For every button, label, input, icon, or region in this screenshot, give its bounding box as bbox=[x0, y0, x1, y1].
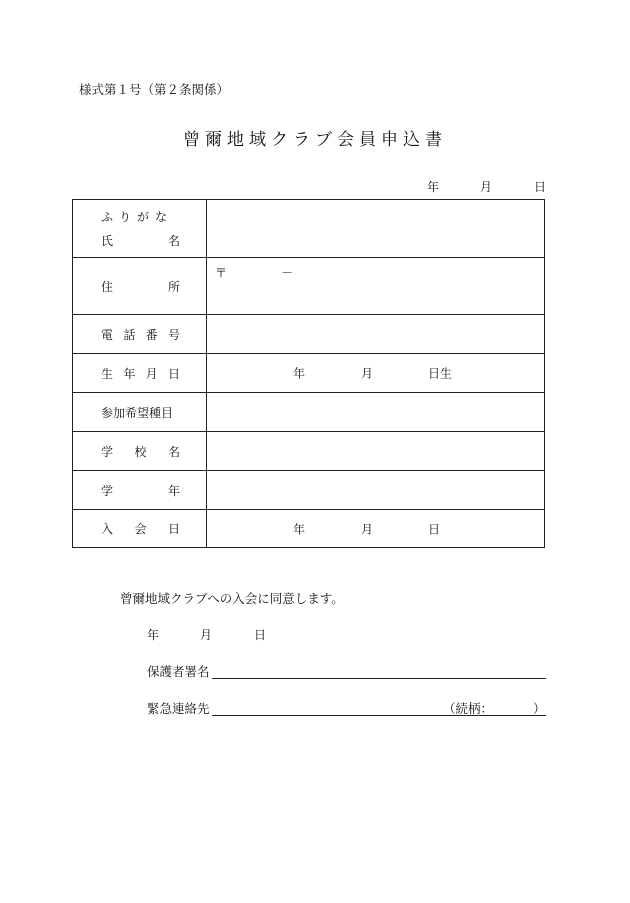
event-label: 参加希望種目 bbox=[101, 405, 174, 420]
date-year: 年 bbox=[427, 180, 440, 194]
birth-day: 日生 bbox=[428, 366, 453, 381]
birthdate-label-cell bbox=[73, 354, 207, 393]
join-day: 日 bbox=[428, 522, 441, 536]
event-label-cell bbox=[73, 393, 207, 432]
row-address bbox=[73, 258, 545, 315]
date-day: 日 bbox=[534, 180, 547, 194]
guardian-signature-row bbox=[147, 662, 547, 680]
grade-label-cell bbox=[73, 471, 207, 510]
birth-month: 月 bbox=[361, 366, 374, 381]
date-month: 月 bbox=[480, 180, 493, 194]
school-label-cell bbox=[73, 432, 207, 471]
birthdate-label-3: 月 bbox=[145, 366, 158, 381]
birthdate-label-1: 生 bbox=[101, 366, 114, 381]
row-event bbox=[73, 393, 545, 432]
phone-label-3: 番 bbox=[145, 327, 158, 342]
address-label-1: 住 bbox=[101, 279, 114, 294]
relation-label: （続柄： bbox=[443, 701, 494, 716]
relation-close: ） bbox=[533, 701, 546, 716]
join-month: 月 bbox=[361, 522, 374, 536]
row-name bbox=[73, 200, 545, 258]
grade-label-2: 年 bbox=[167, 483, 180, 498]
grade-field[interactable] bbox=[207, 471, 545, 510]
join-date-field[interactable] bbox=[207, 510, 545, 548]
consent-statement: 曾爾地域クラブへの入会に同意します。 bbox=[120, 591, 344, 606]
emergency-contact-row bbox=[147, 699, 547, 717]
join-label-cell bbox=[73, 510, 207, 548]
row-birthdate bbox=[73, 354, 545, 393]
phone-label-2: 話 bbox=[123, 327, 136, 342]
application-table bbox=[72, 199, 545, 548]
consent-year: 年 bbox=[147, 628, 160, 642]
phone-label-1: 電 bbox=[101, 327, 114, 342]
consent-month: 月 bbox=[200, 628, 213, 642]
address-field[interactable] bbox=[207, 258, 545, 315]
join-label-1: 入 bbox=[101, 522, 114, 536]
consent-day: 日 bbox=[254, 628, 267, 642]
phone-label-4: 号 bbox=[167, 327, 180, 342]
row-phone bbox=[73, 315, 545, 354]
school-label-3: 名 bbox=[167, 444, 180, 459]
emergency-contact-label: 緊急連絡先 bbox=[147, 701, 210, 716]
join-year: 年 bbox=[293, 522, 306, 536]
grade-label-1: 学 bbox=[101, 483, 114, 498]
event-field[interactable] bbox=[207, 393, 545, 432]
phone-field[interactable] bbox=[207, 315, 545, 354]
school-label-2: 校 bbox=[134, 444, 147, 459]
name-label-2: 名 bbox=[167, 234, 180, 249]
birthdate-label-4: 日 bbox=[167, 366, 180, 381]
name-field[interactable] bbox=[207, 200, 545, 258]
postal-mark: 〒 bbox=[215, 266, 228, 280]
postal-dash: － bbox=[281, 266, 294, 280]
form-title: 曾爾地域クラブ会員申込書 bbox=[183, 130, 447, 150]
join-label-2: 会 bbox=[134, 522, 147, 536]
birthdate-field[interactable] bbox=[207, 354, 545, 393]
name-label-cell bbox=[73, 200, 207, 258]
guardian-signature-label: 保護者署名 bbox=[147, 664, 210, 679]
row-grade bbox=[73, 471, 545, 510]
join-label-3: 日 bbox=[167, 522, 180, 536]
phone-label-cell bbox=[73, 315, 207, 354]
row-join-date bbox=[73, 510, 545, 548]
address-label-2: 所 bbox=[167, 279, 180, 294]
form-number: 様式第１号（第２条関係） bbox=[79, 82, 230, 97]
address-label-cell bbox=[73, 258, 207, 315]
school-label-1: 学 bbox=[101, 444, 114, 459]
birthdate-label-2: 年 bbox=[123, 366, 136, 381]
row-school bbox=[73, 432, 545, 471]
birth-year: 年 bbox=[293, 366, 306, 381]
name-label-1: 氏 bbox=[101, 234, 114, 249]
guardian-signature-line[interactable] bbox=[212, 678, 546, 679]
school-field[interactable] bbox=[207, 432, 545, 471]
emergency-contact-line[interactable] bbox=[212, 715, 546, 716]
furigana-label: ふりがな bbox=[101, 209, 174, 224]
